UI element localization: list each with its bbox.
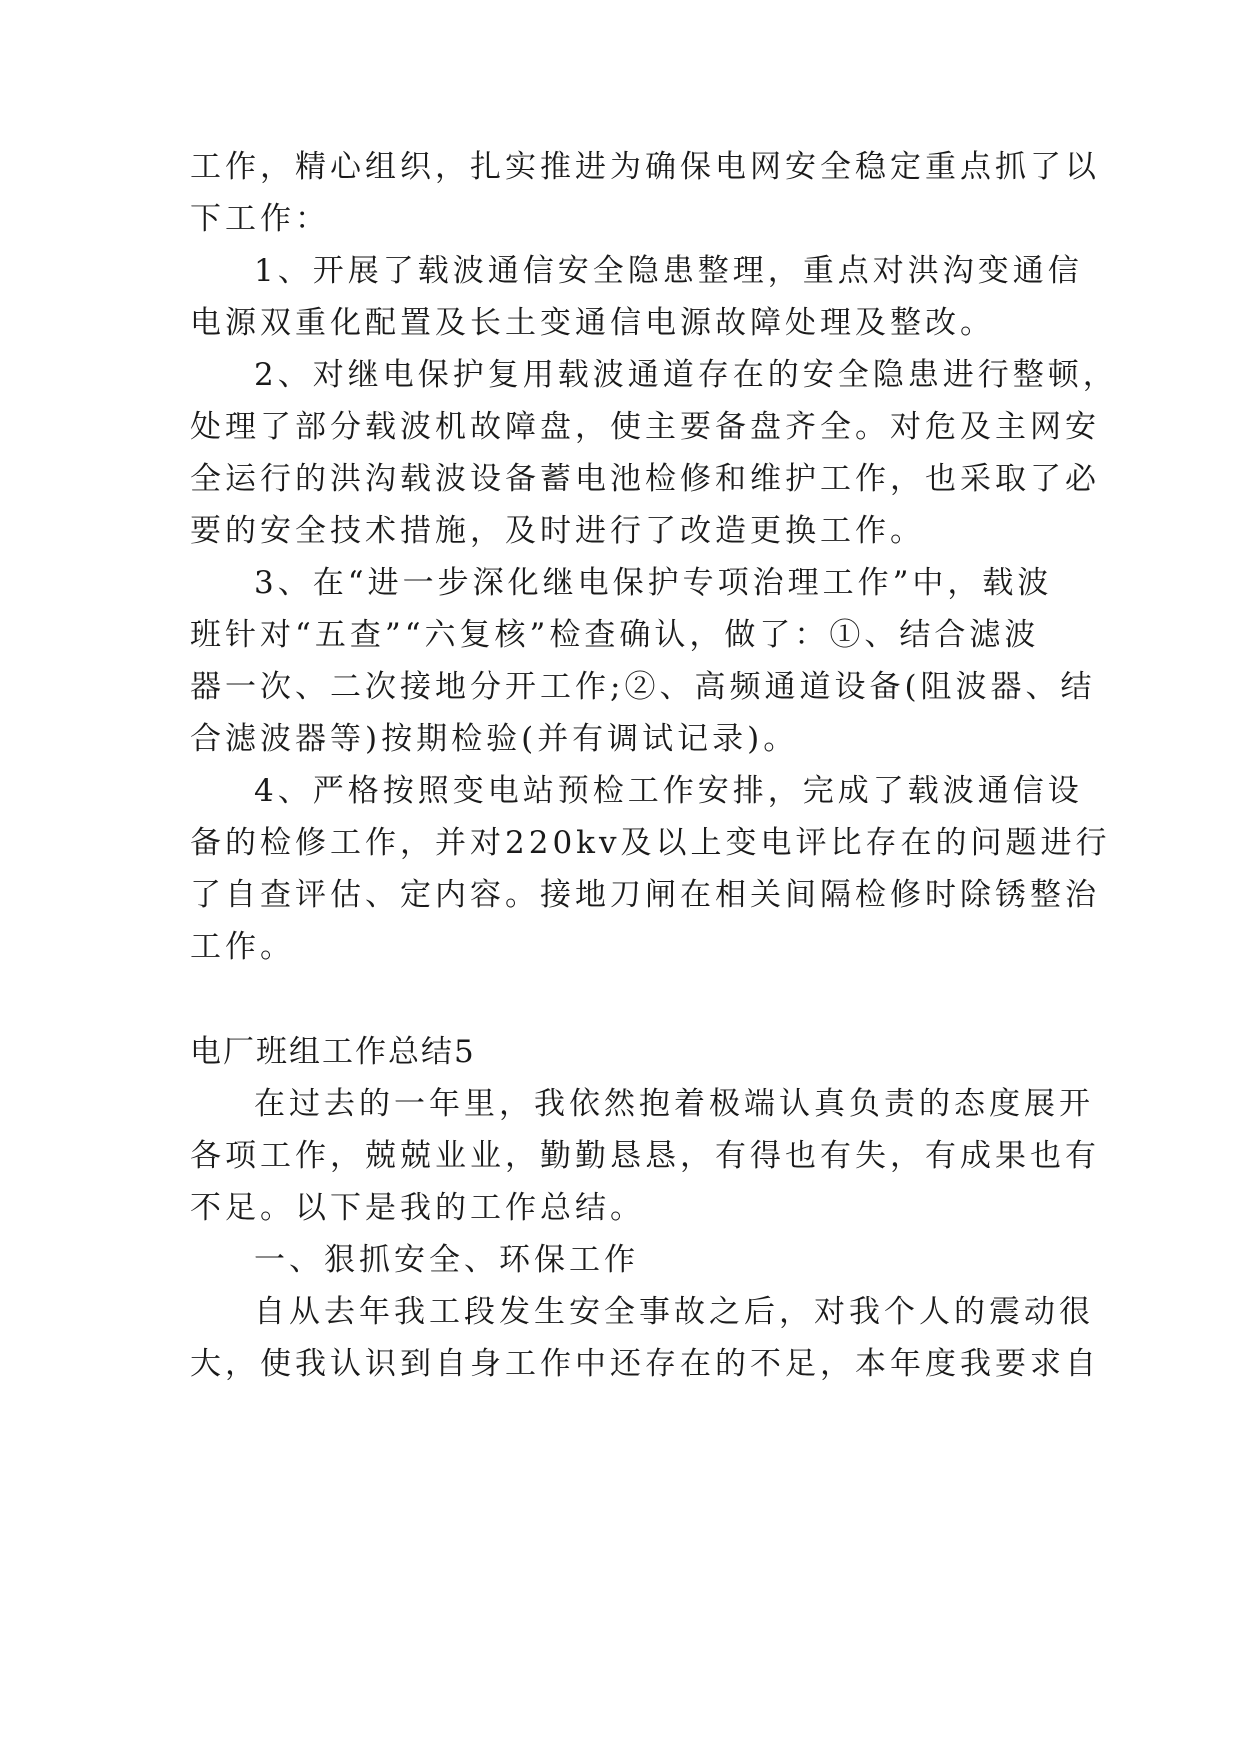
paragraph-line: 工作，精心组织，扎实推进为确保电网安全稳定重点抓了以 — [190, 149, 1100, 185]
paragraph-line: 4、严格按照变电站预检工作安排，完成了载波通信设 — [254, 773, 1083, 809]
paragraph-line: 下工作： — [190, 201, 330, 237]
section-title: 电厂班组工作总结5 — [190, 1034, 476, 1070]
paragraph-line: 在过去的一年里，我依然抱着极端认真负责的态度展开 — [254, 1086, 1094, 1122]
paragraph-line: 器一次、二次接地分开工作;②、高频通道设备(阻波器、结 — [190, 669, 1096, 705]
paragraph-line: 电源双重化配置及长土变通信电源故障处理及整改。 — [190, 305, 995, 341]
paragraph-line: 2、对继电保护复用载波通道存在的安全隐患进行整顿， — [254, 357, 1118, 393]
paragraph-line: 自从去年我工段发生安全事故之后，对我个人的震动很 — [254, 1294, 1094, 1330]
paragraph-line: 工作。 — [190, 929, 295, 965]
paragraph-line: 班针对“五查”“六复核”检查确认，做了：①、结合滤波 — [190, 617, 1040, 653]
paragraph-line: 大，使我认识到自身工作中还存在的不足，本年度我要求自 — [190, 1346, 1100, 1382]
paragraph-line: 了自查评估、定内容。接地刀闸在相关间隔检修时除锈整治 — [190, 877, 1100, 913]
paragraph-line: 3、在“进一步深化继电保护专项治理工作”中，载波 — [254, 565, 1053, 601]
paragraph-line: 各项工作，兢兢业业，勤勤恳恳，有得也有失，有成果也有 — [190, 1138, 1100, 1174]
paragraph-line: 1、开展了载波通信安全隐患整理，重点对洪沟变通信 — [254, 253, 1083, 289]
paragraph-line: 要的安全技术措施，及时进行了改造更换工作。 — [190, 513, 925, 549]
paragraph-line: 处理了部分载波机故障盘，使主要备盘齐全。对危及主网安 — [190, 409, 1100, 445]
subheading-line: 一、狠抓安全、环保工作 — [254, 1242, 639, 1278]
paragraph-line: 合滤波器等)按期检验(并有调试记录)。 — [190, 721, 799, 757]
paragraph-line: 备的检修工作，并对220kv及以上变电评比存在的问题进行 — [190, 825, 1111, 861]
paragraph-line: 不足。以下是我的工作总结。 — [190, 1190, 645, 1226]
paragraph-line: 全运行的洪沟载波设备蓄电池检修和维护工作，也采取了必 — [190, 461, 1100, 497]
